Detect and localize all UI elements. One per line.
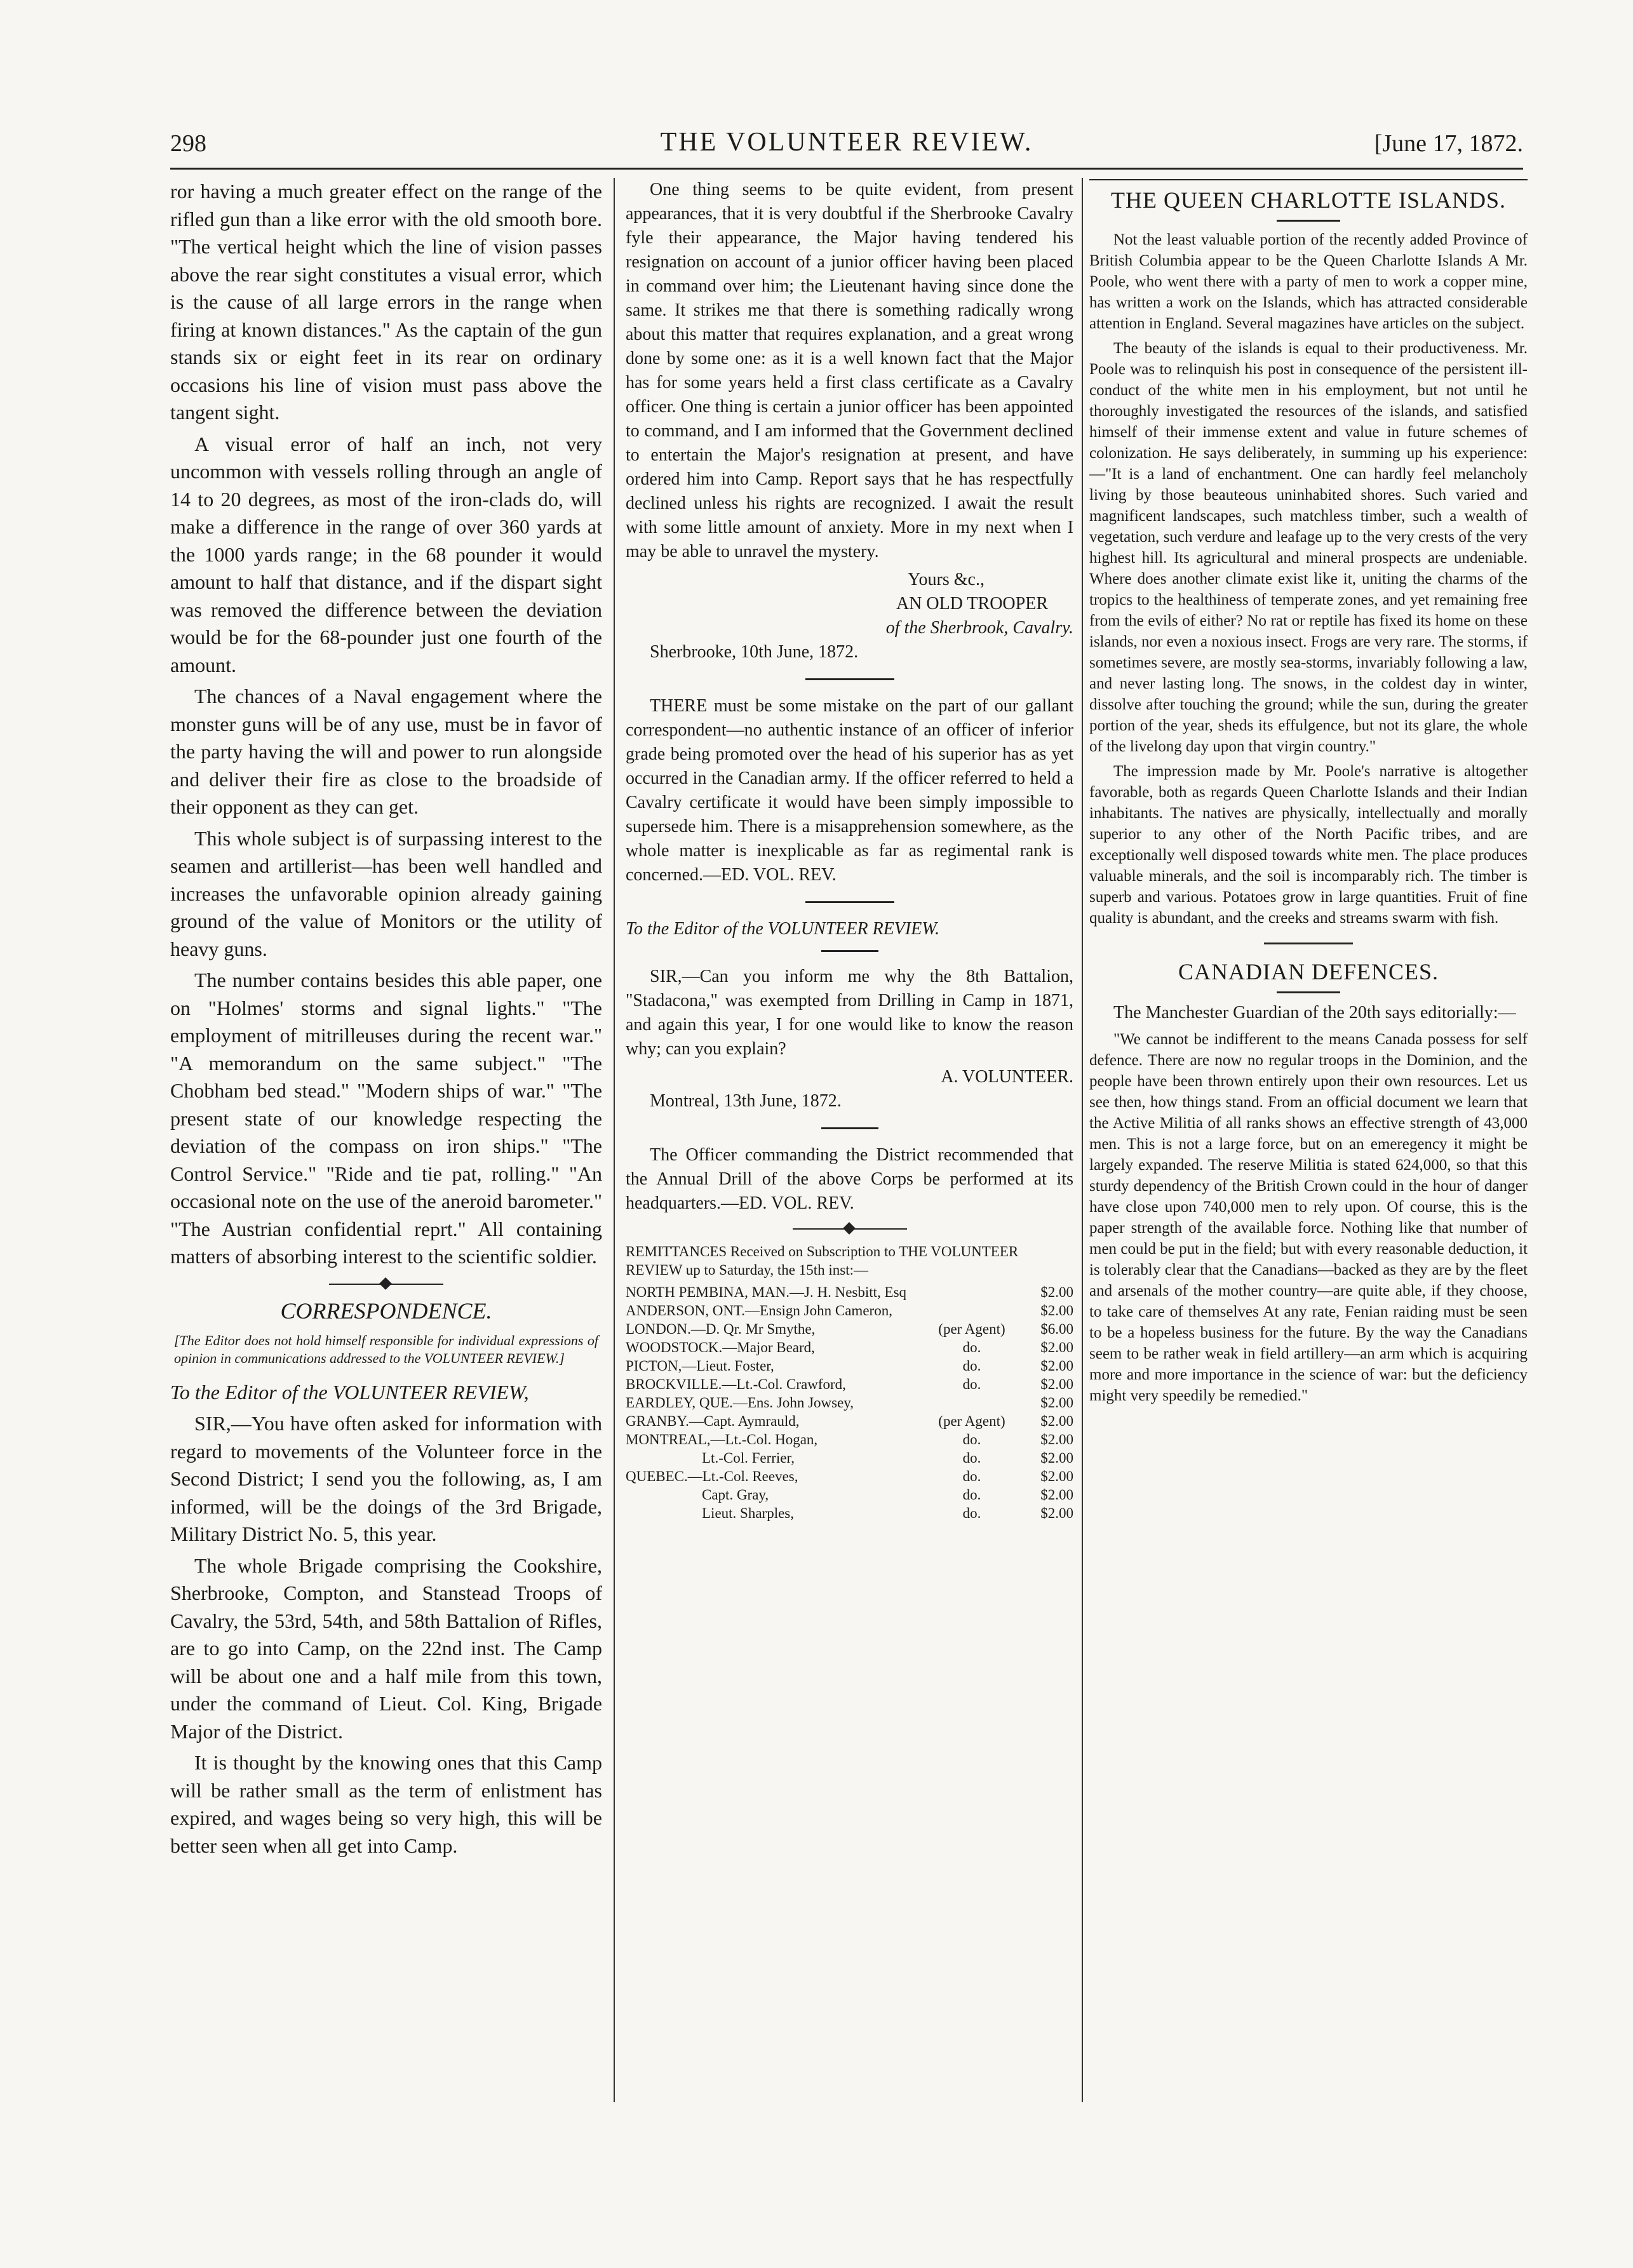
remittance-note: do. bbox=[962, 1432, 981, 1447]
remittance-row bbox=[626, 1301, 1073, 1320]
section-divider bbox=[805, 901, 894, 903]
letter-paragraph: The whole Brigade comprising the Cookshire, Sherbrooke, Compton, and Stanstead Troops of Cavalry, the 53rd, 54th, and 58th Battalion of Rifles, are to go into Camp, on the 22nd inst. The Camp will be about one and a half mile from this town, under the command of Lieut. Col. King, Brigade Major of the District. bbox=[170, 1553, 602, 1743]
article-paragraph: The Manchester Guardian of the 20th says editorially:— bbox=[1113, 1003, 1516, 1023]
letter-closing: Yours &c., bbox=[908, 570, 985, 589]
article-paragraph: ror having a much greater effect on the range of the rifled gun than a like error with the old smooth bore. "The vertical height which the line of vision passes above the rear sight constitutes a visual error, which is the cause of all large errors in the range when firing at known distances." As the captain of the gun stands six or eight feet in its rear on ordinary occasions his line of vision must pass above the tangent sight. bbox=[170, 180, 602, 424]
remittance-values bbox=[927, 1338, 1073, 1357]
column-3 bbox=[1089, 178, 1528, 2134]
remittance-note: do. bbox=[962, 1358, 981, 1374]
remittance-name: ANDERSON, ONT.—Ensign John Cameron, bbox=[626, 1303, 892, 1319]
remittance-name: QUEBEC.—Lt.-Col. Reeves, bbox=[626, 1468, 798, 1484]
remittance-values bbox=[927, 1357, 1073, 1375]
remittance-name: MONTREAL,—Lt.-Col. Hogan, bbox=[626, 1432, 818, 1447]
remittance-values bbox=[927, 1393, 1073, 1412]
remittances-heading: REMITTANCES Received on Subscription to THE VOLUNTEER REVIEW up to Saturday, the 15th inst:— bbox=[626, 1244, 1019, 1278]
remittance-amount: $2.00 bbox=[1040, 1413, 1073, 1429]
remittance-row bbox=[626, 1504, 1073, 1522]
remittance-note: do. bbox=[962, 1376, 981, 1392]
remittance-row bbox=[626, 1486, 1073, 1504]
section-heading-queen-charlotte: THE QUEEN CHARLOTTE ISLANDS. bbox=[1089, 179, 1528, 213]
letter-paragraph: SIR,—Can you inform me why the 8th Battalion, "Stadacona," was exempted from Drilling in Camp in 1871, and again this year, I for one would like to know the reason why; can you explain? bbox=[626, 967, 1073, 1059]
remittance-values bbox=[927, 1504, 1073, 1522]
letter-signature: A. VOLUNTEER. bbox=[941, 1067, 1073, 1087]
remittance-amount: $2.00 bbox=[1040, 1284, 1073, 1300]
remittance-amount: $2.00 bbox=[1040, 1303, 1073, 1319]
letter-paragraph: It is thought by the knowing ones that this Camp will be rather small as the term of enlistment has expired, and wages being so very high, this will be better seen when all get into Camp. bbox=[170, 1751, 602, 1857]
remittance-row bbox=[626, 1375, 1073, 1393]
remittance-amount: $2.00 bbox=[1040, 1339, 1073, 1355]
remittance-values bbox=[927, 1283, 1073, 1301]
remittance-values bbox=[927, 1412, 1073, 1430]
remittance-name: Lieut. Sharples, bbox=[702, 1505, 794, 1521]
remittance-amount: $2.00 bbox=[1040, 1450, 1073, 1466]
letter-place-date: Sherbrooke, 10th June, 1872. bbox=[650, 642, 859, 662]
remittances-rows bbox=[626, 1283, 1073, 1522]
editor-reply: THERE must be some mistake on the part of our gallant correspondent—no authentic instance of an officer of inferior grade being promoted over the head of his superior has as yet occurred in the Canadian army. If the officer referred to held a Cavalry certificate it would have been simply impossible to supersede him. There is a misapprehension somewhere, as the whole matter is inexplicable as far as regimental rank is concerned.—ED. VOL. REV. bbox=[626, 696, 1073, 885]
remittance-row bbox=[626, 1338, 1073, 1357]
remittance-name: LONDON.—D. Qr. Mr Smythe, bbox=[626, 1321, 816, 1337]
remittance-row bbox=[626, 1283, 1073, 1301]
remittance-values bbox=[927, 1467, 1073, 1486]
remittance-row bbox=[626, 1393, 1073, 1412]
remittance-row bbox=[626, 1320, 1073, 1338]
article-paragraph: The impression made by Mr. Poole's narrative is altogether favorable, both as regards Queen Charlotte Islands and their Indian inhabitants. The natives are physically, intellectually and morally superior to any other of the North Pacific tribes, and are exceptionally well disposed towards white men. The place produces valuable minerals, and the soil is incomparably rich. The timber is superb and various. Potatoes grow in large quantities. Fruit of fine quality is abundant, and the creeks and streams swarm with fish. bbox=[1089, 763, 1528, 927]
remittance-note: (per Agent) bbox=[938, 1413, 1005, 1429]
section-divider bbox=[329, 1284, 443, 1285]
letter-paragraph: One thing seems to be quite evident, from present appearances, that it is very doubtful if the Sherbrooke Cavalry fyle their appearance, the Major having tendered his resignation on account of a junior officer having been placed in command over him; the Lieutenant having since done the same. It strikes me that there is something radically wrong about this matter that requires explanation, and a great wrong done by some one: as it is a well known fact that the Major has for some years held a first class certificate as a Cavalry officer. One thing is certain a junior officer has been appointed to command, and I am informed that the Government declined to entertain the Major's resignation at present, and have ordered him into Camp. Report says that he has respectfully declined unless his rights are recognized. I await the result with some little amount of anxiety. More in my next when I may be able to unravel the mystery. bbox=[626, 180, 1073, 561]
remittance-name: NORTH PEMBINA, MAN.—J. H. Nesbitt, Esq bbox=[626, 1284, 907, 1300]
remittance-name: GRANBY.—Capt. Aymrauld, bbox=[626, 1413, 800, 1429]
remittance-name: Lt.-Col. Ferrier, bbox=[702, 1450, 795, 1466]
remittance-values bbox=[927, 1301, 1073, 1320]
letter-paragraph: SIR,—You have often asked for information with regard to movements of the Volunteer force in the Second District; I send you the following, as, I am informed, will be the doings of the 3rd Brigade, Military District No. 5, this year. bbox=[170, 1412, 602, 1545]
remittance-note: do. bbox=[962, 1468, 981, 1484]
remittance-name: WOODSTOCK.—Major Beard, bbox=[626, 1339, 815, 1355]
column-separator bbox=[614, 178, 615, 2102]
page-number: 298 bbox=[170, 130, 206, 157]
remittance-amount: $2.00 bbox=[1040, 1432, 1073, 1447]
remittance-name: PICTON,—Lieut. Foster, bbox=[626, 1358, 774, 1374]
article-paragraph: A visual error of half an inch, not very uncommon with vessels rolling through an angle of 14 to 20 degrees, as most of the iron-clads do, will make a difference in the range of over 360 yards at the 1000 yards range; in the 68 pounder it would amount to half that distance, and if the dispart sight was removed the difference between the deviation would be for the 68-pounder just one fourth of the amount. bbox=[170, 432, 602, 676]
letter-signature: AN OLD TROOPER bbox=[896, 594, 1048, 614]
publication-title: THE VOLUNTEER REVIEW. bbox=[660, 128, 1033, 157]
remittance-row bbox=[626, 1467, 1073, 1486]
article-paragraph: The chances of a Naval engagement where the monster guns will be of any use, must be in favor of the party having the will and power to run alongside and deliver their fire as close to the broadside of their opponent as they can get. bbox=[170, 685, 602, 818]
letter-salutation: To the Editor of the VOLUNTEER REVIEW, bbox=[170, 1380, 529, 1404]
remittance-values bbox=[927, 1320, 1073, 1338]
remittance-values bbox=[927, 1449, 1073, 1467]
remittance-name: EARDLEY, QUE.—Ens. John Jowsey, bbox=[626, 1395, 854, 1411]
remittance-name: BROCKVILLE.—Lt.-Col. Crawford, bbox=[626, 1376, 846, 1392]
letter-place-date: Montreal, 13th June, 1872. bbox=[650, 1091, 842, 1111]
section-divider bbox=[821, 1127, 878, 1129]
article-paragraph: The number contains besides this able paper, one on "Holmes' storms and signal lights." "The employment of mitrilleuses during the recent war." "A memorandum on the same subject." "The Chobham bed stead." "Modern ships of war." "The present state of our knowledge respecting the deviation of the compass on iron ships." "The Control Service." "Ride and tie pat, rolling." "An occasional note on the use of the aneroid barometer." "The Austrian confidential reprt." All containing matters of absorbing interest to the scientific soldier. bbox=[170, 969, 602, 1268]
remittance-row bbox=[626, 1357, 1073, 1375]
column-separator bbox=[1082, 178, 1083, 2102]
letter-salutation: To the Editor of the VOLUNTEER REVIEW. bbox=[626, 919, 940, 939]
remittance-note: do. bbox=[962, 1339, 981, 1355]
article-paragraph: The beauty of the islands is equal to their productiveness. Mr. Poole was to relinquish his post in consequence of the persistent ill-conduct of the white men in his employment, but not until he thoroughly investigated the resources of the islands, and satisfied himself of their immense extent and value in future schemes of colonization. He says deliberately, in summing up his experience:—"It is a land of enchantment. One can hardly feel melancholy living by those beauteous uninhabited shores. Such varied and magnificent landscapes, such matchless timber, such a wealth of vegetation, such verdure and leafage up to the very crests of the very highest hill. Its agricultural and mineral prospects are undeniable. Where does another climate exist like it, uniting the charms of the tropics to the healthiness of temperate zones, and yet remaining free from the evils of either? No rat or reptile has fixed its home on these islands, nor even a noxious insect. Frogs are very rare. The storms, if sometimes severe, are mostly sea-storms, invariably following a law, and never lasting long. The snows, in the coldest day in winter, dissolve after touching the ground; while the sun, during the greater portion of the year, sheds its effulgence, but not its glare, the whole of the livelong day upon that virgin country." bbox=[1089, 340, 1528, 755]
section-divider bbox=[805, 678, 894, 680]
remittance-values bbox=[927, 1375, 1073, 1393]
editor-reply: The Officer commanding the District recommended that the Annual Drill of the above Corps be performed at its headquarters.—ED. VOL. REV. bbox=[626, 1145, 1073, 1213]
article-paragraph: Not the least valuable portion of the recently added Province of British Columbia appear to be the Queen Charlotte Islands A Mr. Poole, who went there with a party of men to work a copper mine, has written a work on the Islands, which has attracted considerable attention in England. Several magazines have articles on the subject. bbox=[1089, 231, 1528, 332]
remittance-note: do. bbox=[962, 1505, 981, 1521]
remittance-row bbox=[626, 1412, 1073, 1430]
remittance-amount: $2.00 bbox=[1040, 1505, 1073, 1521]
remittance-values bbox=[927, 1430, 1073, 1449]
column-1 bbox=[170, 178, 602, 2134]
remittance-name: Capt. Gray, bbox=[702, 1487, 769, 1503]
letter-signature-affiliation: of the Sherbrook, Cavalry. bbox=[885, 618, 1073, 638]
article-paragraph: This whole subject is of surpassing interest to the seamen and artillerist—has been well handled and increases the unfavorable opinion already gaining ground of the value of Monitors or the utility of heavy guns. bbox=[170, 826, 602, 960]
section-heading-canadian-defences: CANADIAN DEFENCES. bbox=[1178, 959, 1439, 984]
remittance-row bbox=[626, 1430, 1073, 1449]
remittance-amount: $2.00 bbox=[1040, 1487, 1073, 1503]
remittance-amount: $2.00 bbox=[1040, 1358, 1073, 1374]
remittance-amount: $2.00 bbox=[1040, 1468, 1073, 1484]
section-divider bbox=[793, 1228, 907, 1230]
remittance-row bbox=[626, 1449, 1073, 1467]
header-rule bbox=[170, 168, 1523, 170]
remittance-note: do. bbox=[962, 1487, 981, 1503]
remittance-note: do. bbox=[962, 1450, 981, 1466]
section-divider bbox=[1264, 943, 1353, 944]
issue-date: [June 17, 1872. bbox=[1374, 130, 1523, 157]
page-header bbox=[170, 126, 1523, 164]
section-heading-correspondence: CORRESPONDENCE. bbox=[280, 1298, 492, 1324]
remittance-values bbox=[927, 1486, 1073, 1504]
remittance-amount: $6.00 bbox=[1040, 1321, 1073, 1337]
remittances-list bbox=[626, 1242, 1073, 1522]
remittance-amount: $2.00 bbox=[1040, 1376, 1073, 1392]
section-divider bbox=[1277, 220, 1340, 222]
remittance-note: (per Agent) bbox=[938, 1321, 1005, 1337]
section-divider bbox=[821, 950, 878, 952]
section-divider bbox=[1277, 991, 1340, 993]
remittance-amount: $2.00 bbox=[1040, 1395, 1073, 1411]
editor-disclaimer: [The Editor does not hold himself responsible for individual expressions of opinion in communications addressed to the VOLUNTEER REVIEW.] bbox=[174, 1332, 598, 1366]
article-paragraph: "We cannot be indifferent to the means Canada possess for self defence. There are now no regular troops in the Dominion, and the people have been thrown entirely upon their own resources. Let us see then, how things stand. From an official document we learn that the Active Militia of all ranks shows an effective strength of 43,000 men. This is not a large force, but on an emeregency it might be largely expanded. The reserve Militia is stated 624,000, so that this sturdy dependency of the British Crown could in the hour of danger have close upon 740,000 men to rely upon. Of course, this is the paper strength of the available force. Nothing like that number of men could be put in the field; but with every reasonable deduction, it is tolerably clear that the Canadians—backed as they are by the fleet and arsenals of the mother country—are quite able, if they choose, to take care of themselves At any rate, Fenian raiding must be seen to be a hopeless business for the future. By the way the Canadians seem to be rather weak in field artillery—an arm which is acquiring more and more importance in the science of war: but the deficiency might very speedily be remedied." bbox=[1089, 1031, 1528, 1404]
column-2 bbox=[626, 178, 1073, 2134]
